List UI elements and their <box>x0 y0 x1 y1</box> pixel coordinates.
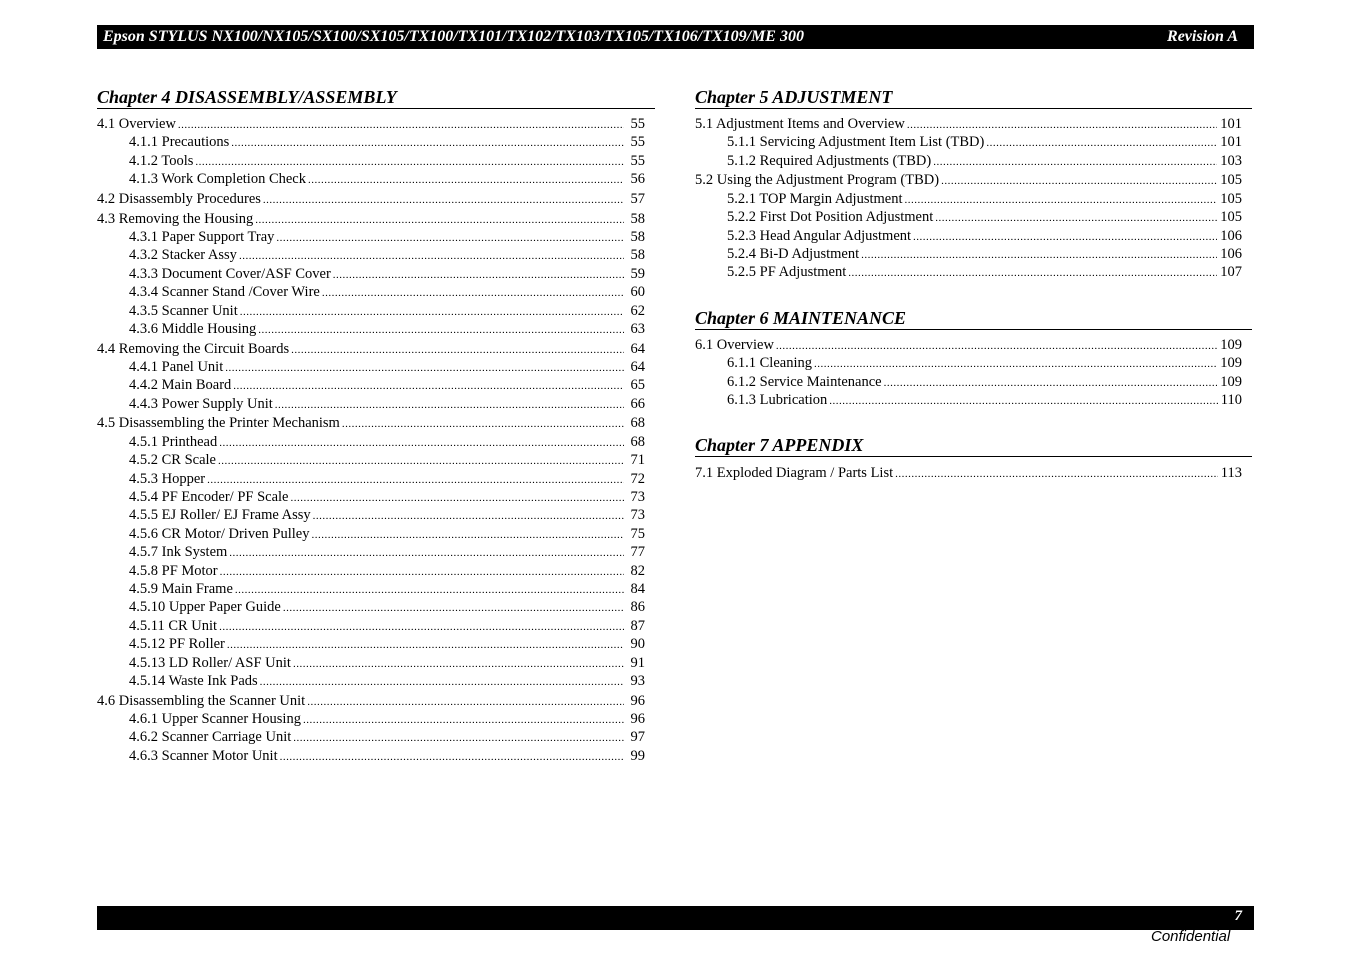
toc-entry-label: 4.1.1 Precautions <box>129 134 230 151</box>
toc-entry-page: 101 <box>1220 116 1242 132</box>
toc-entry[interactable] <box>695 190 1252 208</box>
toc-entry[interactable] <box>695 263 1252 281</box>
toc-leader-dots <box>333 266 624 284</box>
toc-entry[interactable] <box>97 210 655 228</box>
toc-entry-label: 4.1.3 Work Completion Check <box>129 171 306 188</box>
toc-leader-dots <box>293 729 624 747</box>
toc-leader-dots <box>195 153 624 171</box>
toc-leader-dots <box>283 599 624 617</box>
toc-entry-label: 4.5.12 PF Roller <box>129 636 225 653</box>
toc-entry-page: 58 <box>630 247 645 264</box>
toc-leader-dots <box>895 465 1218 483</box>
toc-entry[interactable] <box>97 320 655 338</box>
toc-leader-dots <box>829 392 1218 410</box>
toc-entry[interactable] <box>97 543 655 561</box>
toc-leader-dots <box>227 636 624 654</box>
toc-leader-dots <box>308 171 624 189</box>
toc-leader-dots <box>884 374 1218 392</box>
toc-entry-label: 4.5.7 Ink System <box>129 544 228 561</box>
toc-entry[interactable] <box>695 391 1252 409</box>
toc-entry-label: 4.6 Disassembling the Scanner Unit <box>97 692 306 709</box>
toc-entry-page: 96 <box>630 692 645 709</box>
toc-leader-dots <box>235 581 624 599</box>
toc-entry-label: 4.4 Removing the Circuit Boards <box>97 340 290 357</box>
toc-entry-label: 5.2.3 Head Angular Adjustment <box>727 227 912 244</box>
toc-entry-label: 4.3.1 Paper Support Tray <box>129 228 275 245</box>
toc-entry-page: 65 <box>630 377 645 394</box>
toc-leader-dots <box>986 134 1217 152</box>
toc-entry-page: 109 <box>1220 337 1242 353</box>
toc-entry[interactable] <box>97 710 655 728</box>
toc-entry-page: 105 <box>1220 190 1242 207</box>
toc-entry-page: 109 <box>1220 373 1242 390</box>
toc-entry-label: 4.5.10 Upper Paper Guide <box>129 599 281 616</box>
toc-entry-page: 56 <box>630 171 645 188</box>
toc-entry[interactable] <box>97 580 655 598</box>
toc-entry[interactable] <box>97 433 655 451</box>
toc-entry[interactable] <box>97 246 655 264</box>
toc-entry-page: 59 <box>630 265 645 282</box>
toc-entry[interactable] <box>97 525 655 543</box>
toc-leader-dots <box>218 452 624 470</box>
toc-leader-dots <box>276 229 624 247</box>
chapter-5-heading <box>695 87 1252 109</box>
confidential-label: Confidential <box>1151 928 1231 945</box>
toc-entry[interactable] <box>695 336 1252 354</box>
toc-leader-dots <box>776 337 1217 355</box>
toc-entry-page: 72 <box>630 470 645 487</box>
toc-leader-dots <box>941 172 1217 190</box>
toc-entry[interactable] <box>695 152 1252 170</box>
toc-entry-page: 110 <box>1220 392 1242 409</box>
toc-entry-label: 4.6.1 Upper Scanner Housing <box>129 710 301 727</box>
toc-leader-dots <box>231 134 624 152</box>
toc-entry[interactable] <box>97 617 655 635</box>
chapter-5-toc <box>695 115 1252 282</box>
toc-entry-label: 5.2.4 Bi-D Adjustment <box>727 246 860 263</box>
toc-entry-page: 55 <box>630 152 645 169</box>
toc-entry[interactable] <box>97 152 655 170</box>
toc-entry-label: 6.1.1 Cleaning <box>727 355 812 372</box>
toc-leader-dots <box>905 191 1218 209</box>
toc-entry-label: 5.1.2 Required Adjustments (TBD) <box>727 152 932 169</box>
toc-entry-label: 4.5.2 CR Scale <box>129 452 216 469</box>
toc-entry-page: 97 <box>630 729 645 746</box>
toc-leader-dots <box>907 116 1217 134</box>
toc-entry-label: 6.1.3 Lubrication <box>727 392 828 409</box>
toc-entry-label: 5.1 Adjustment Items and Overview <box>695 116 905 132</box>
toc-leader-dots <box>814 355 1217 373</box>
toc-entry[interactable] <box>695 354 1252 372</box>
toc-leader-dots <box>307 693 624 711</box>
toc-entry-page: 71 <box>630 452 645 469</box>
toc-leader-dots <box>861 246 1217 264</box>
toc-entry-page: 105 <box>1220 209 1242 226</box>
toc-leader-dots <box>219 618 624 636</box>
toc-entry[interactable] <box>97 451 655 469</box>
chapter-5-title: Chapter 5 ADJUSTMENT <box>695 87 893 107</box>
toc-entry-page: 58 <box>630 210 645 227</box>
toc-entry-page: 106 <box>1220 246 1242 263</box>
toc-entry[interactable] <box>97 133 655 151</box>
toc-entry[interactable] <box>695 373 1252 391</box>
toc-entry-label: 5.2.1 TOP Margin Adjustment <box>727 190 903 207</box>
toc-entry-page: 75 <box>630 525 645 542</box>
revision-label: Revision A <box>1167 28 1238 45</box>
toc-entry-label: 5.1.1 Servicing Adjustment Item List (TBD) <box>727 134 985 151</box>
toc-entry[interactable] <box>97 265 655 283</box>
toc-entry-label: 4.6.3 Scanner Motor Unit <box>129 747 278 764</box>
toc-leader-dots <box>322 284 624 302</box>
toc-entry-page: 105 <box>1220 172 1242 189</box>
toc-leader-dots <box>291 341 624 359</box>
toc-entry-page: 73 <box>630 489 645 505</box>
toc-entry-page: 87 <box>630 617 645 634</box>
toc-leader-dots <box>220 563 624 581</box>
toc-entry-page: 96 <box>630 710 645 727</box>
toc-entry[interactable] <box>97 358 655 376</box>
toc-entry-label: 4.5.5 EJ Roller/ EJ Frame Assy <box>129 507 311 524</box>
toc-entry[interactable] <box>695 115 1252 133</box>
toc-entry-page: 101 <box>1220 134 1242 151</box>
toc-entry-label: 4.5 Disassembling the Printer Mechanism <box>97 415 340 432</box>
toc-entry-label: 4.4.3 Power Supply Unit <box>129 395 273 412</box>
toc-entry-label: 5.2 Using the Adjustment Program (TBD) <box>695 172 940 189</box>
chapter-6-heading <box>695 308 1252 330</box>
chapter-7-toc <box>695 464 1252 482</box>
toc-entry-page: 57 <box>630 190 645 207</box>
toc-entry-page: 109 <box>1220 355 1242 372</box>
toc-entry-label: 4.5.6 CR Motor/ Driven Pulley <box>129 525 310 542</box>
toc-entry-page: 84 <box>630 580 645 597</box>
toc-leader-dots <box>240 303 624 321</box>
toc-entry[interactable] <box>97 692 655 710</box>
toc-entry[interactable] <box>97 283 655 301</box>
toc-entry-label: 4.3.2 Stacker Assy <box>129 247 237 264</box>
toc-entry-label: 6.1 Overview <box>695 337 774 353</box>
toc-entry-page: 86 <box>630 599 645 616</box>
chapter-4-title: Chapter 4 DISASSEMBLY/ASSEMBLY <box>97 87 397 107</box>
toc-entry[interactable] <box>97 228 655 246</box>
toc-leader-dots <box>293 655 624 673</box>
toc-entry-label: 4.5.13 LD Roller/ ASF Unit <box>129 654 291 671</box>
toc-leader-dots <box>239 247 624 265</box>
toc-leader-dots <box>219 434 624 452</box>
toc-entry-label: 5.2.2 First Dot Position Adjustment <box>727 209 934 226</box>
toc-entry-label: 4.3.6 Middle Housing <box>129 320 257 337</box>
toc-entry-page: 58 <box>630 228 645 245</box>
chapter-4-heading <box>97 87 655 109</box>
toc-leader-dots <box>258 321 624 339</box>
toc-entry-page: 90 <box>630 636 645 653</box>
toc-entry[interactable] <box>97 488 655 506</box>
toc-leader-dots <box>913 228 1217 246</box>
toc-entry-label: 4.5.14 Waste Ink Pads <box>129 672 258 689</box>
toc-leader-dots <box>935 209 1217 227</box>
toc-entry-page: 107 <box>1220 264 1242 281</box>
toc-entry-page: 99 <box>630 747 645 764</box>
document-title: Epson STYLUS NX100/NX105/SX100/SX105/TX100/TX101/TX102/TX103/TX105/TX106/TX109/ME 300 <box>103 28 804 45</box>
toc-entry-label: 4.2 Disassembly Procedures <box>97 190 261 207</box>
toc-leader-dots <box>178 116 624 134</box>
toc-entry-page: 68 <box>630 433 645 450</box>
toc-entry[interactable] <box>695 464 1252 482</box>
toc-entry-label: 4.3.4 Scanner Stand /Cover Wire <box>129 284 320 301</box>
chapter-7-title: Chapter 7 APPENDIX <box>695 435 864 455</box>
toc-leader-dots <box>255 211 624 229</box>
toc-leader-dots <box>313 507 624 525</box>
toc-entry-label: 4.3.3 Document Cover/ASF Cover <box>129 265 331 282</box>
toc-entry[interactable] <box>97 747 655 765</box>
toc-entry-label: 4.5.9 Main Frame <box>129 580 233 597</box>
toc-leader-dots <box>280 748 624 766</box>
toc-leader-dots <box>229 544 624 562</box>
toc-entry-label: 4.5.1 Printhead <box>129 433 218 450</box>
toc-entry-label: 6.1.2 Service Maintenance <box>727 373 882 390</box>
toc-entry[interactable] <box>97 170 655 188</box>
toc-entry[interactable] <box>97 672 655 690</box>
toc-entry-page: 106 <box>1220 227 1242 244</box>
toc-leader-dots <box>933 153 1217 171</box>
toc-entry[interactable] <box>97 115 655 133</box>
chapter-4-toc <box>97 115 655 765</box>
toc-leader-dots <box>207 471 624 489</box>
toc-entry-page: 64 <box>630 340 645 357</box>
toc-entry[interactable] <box>97 470 655 488</box>
footer-bar <box>97 906 1254 930</box>
toc-entry[interactable] <box>97 376 655 394</box>
toc-leader-dots <box>303 711 624 729</box>
toc-entry-label: 4.3 Removing the Housing <box>97 210 254 227</box>
toc-entry-label: 4.5.4 PF Encoder/ PF Scale <box>129 489 289 505</box>
toc-entry-page: 91 <box>630 654 645 671</box>
toc-entry[interactable] <box>97 190 655 208</box>
toc-entry[interactable] <box>97 728 655 746</box>
toc-entry-page: 60 <box>630 284 645 301</box>
toc-entry-label: 4.1 Overview <box>97 116 176 132</box>
toc-entry[interactable] <box>695 133 1252 151</box>
toc-entry[interactable] <box>695 208 1252 226</box>
toc-entry[interactable] <box>97 302 655 320</box>
page-number: 7 <box>1234 908 1242 924</box>
toc-entry[interactable] <box>97 654 655 672</box>
header-bar <box>97 25 1254 49</box>
toc-leader-dots <box>225 359 624 377</box>
toc-entry[interactable] <box>695 245 1252 263</box>
toc-entry-label: 5.2.5 PF Adjustment <box>727 264 847 281</box>
toc-entry[interactable] <box>97 635 655 653</box>
toc-leader-dots <box>263 191 624 209</box>
toc-entry-label: 4.3.5 Scanner Unit <box>129 302 238 319</box>
toc-entry[interactable] <box>97 414 655 432</box>
toc-entry-page: 113 <box>1220 465 1242 481</box>
toc-entry-page: 103 <box>1220 152 1242 169</box>
toc-entry-label: 4.5.11 CR Unit <box>129 617 218 634</box>
toc-entry-page: 55 <box>630 134 645 151</box>
toc-entry[interactable] <box>97 506 655 524</box>
toc-entry-page: 55 <box>630 116 645 132</box>
toc-entry-label: 4.5.3 Hopper <box>129 470 206 487</box>
toc-entry-page: 73 <box>630 507 645 524</box>
toc-entry-label: 4.1.2 Tools <box>129 152 194 169</box>
toc-entry[interactable] <box>97 598 655 616</box>
toc-entry[interactable] <box>695 227 1252 245</box>
toc-leader-dots <box>291 489 625 507</box>
toc-leader-dots <box>848 264 1217 282</box>
toc-entry-label: 4.4.2 Main Board <box>129 377 232 394</box>
toc-entry[interactable] <box>97 562 655 580</box>
toc-entry[interactable] <box>97 340 655 358</box>
toc-entry[interactable] <box>695 171 1252 189</box>
chapter-6-toc <box>695 336 1252 410</box>
toc-entry-label: 7.1 Exploded Diagram / Parts List <box>695 465 894 481</box>
toc-leader-dots <box>260 673 624 691</box>
toc-leader-dots <box>275 396 624 414</box>
toc-entry-page: 66 <box>630 395 645 412</box>
chapter-7-heading <box>695 435 1252 457</box>
toc-entry-page: 62 <box>630 302 645 319</box>
toc-leader-dots <box>342 415 624 433</box>
toc-leader-dots <box>311 526 624 544</box>
toc-entry-label: 4.6.2 Scanner Carriage Unit <box>129 729 292 746</box>
toc-entry-page: 93 <box>630 672 645 689</box>
toc-entry-page: 77 <box>630 544 645 561</box>
toc-entry-page: 64 <box>630 358 645 375</box>
chapter-6-title: Chapter 6 MAINTENANCE <box>695 308 907 328</box>
toc-entry-page: 63 <box>630 320 645 337</box>
toc-entry-page: 82 <box>630 562 645 579</box>
toc-entry[interactable] <box>97 395 655 413</box>
toc-entry-page: 68 <box>630 415 645 432</box>
toc-entry-label: 4.4.1 Panel Unit <box>129 358 224 375</box>
toc-entry-label: 4.5.8 PF Motor <box>129 562 218 579</box>
toc-leader-dots <box>233 377 624 395</box>
